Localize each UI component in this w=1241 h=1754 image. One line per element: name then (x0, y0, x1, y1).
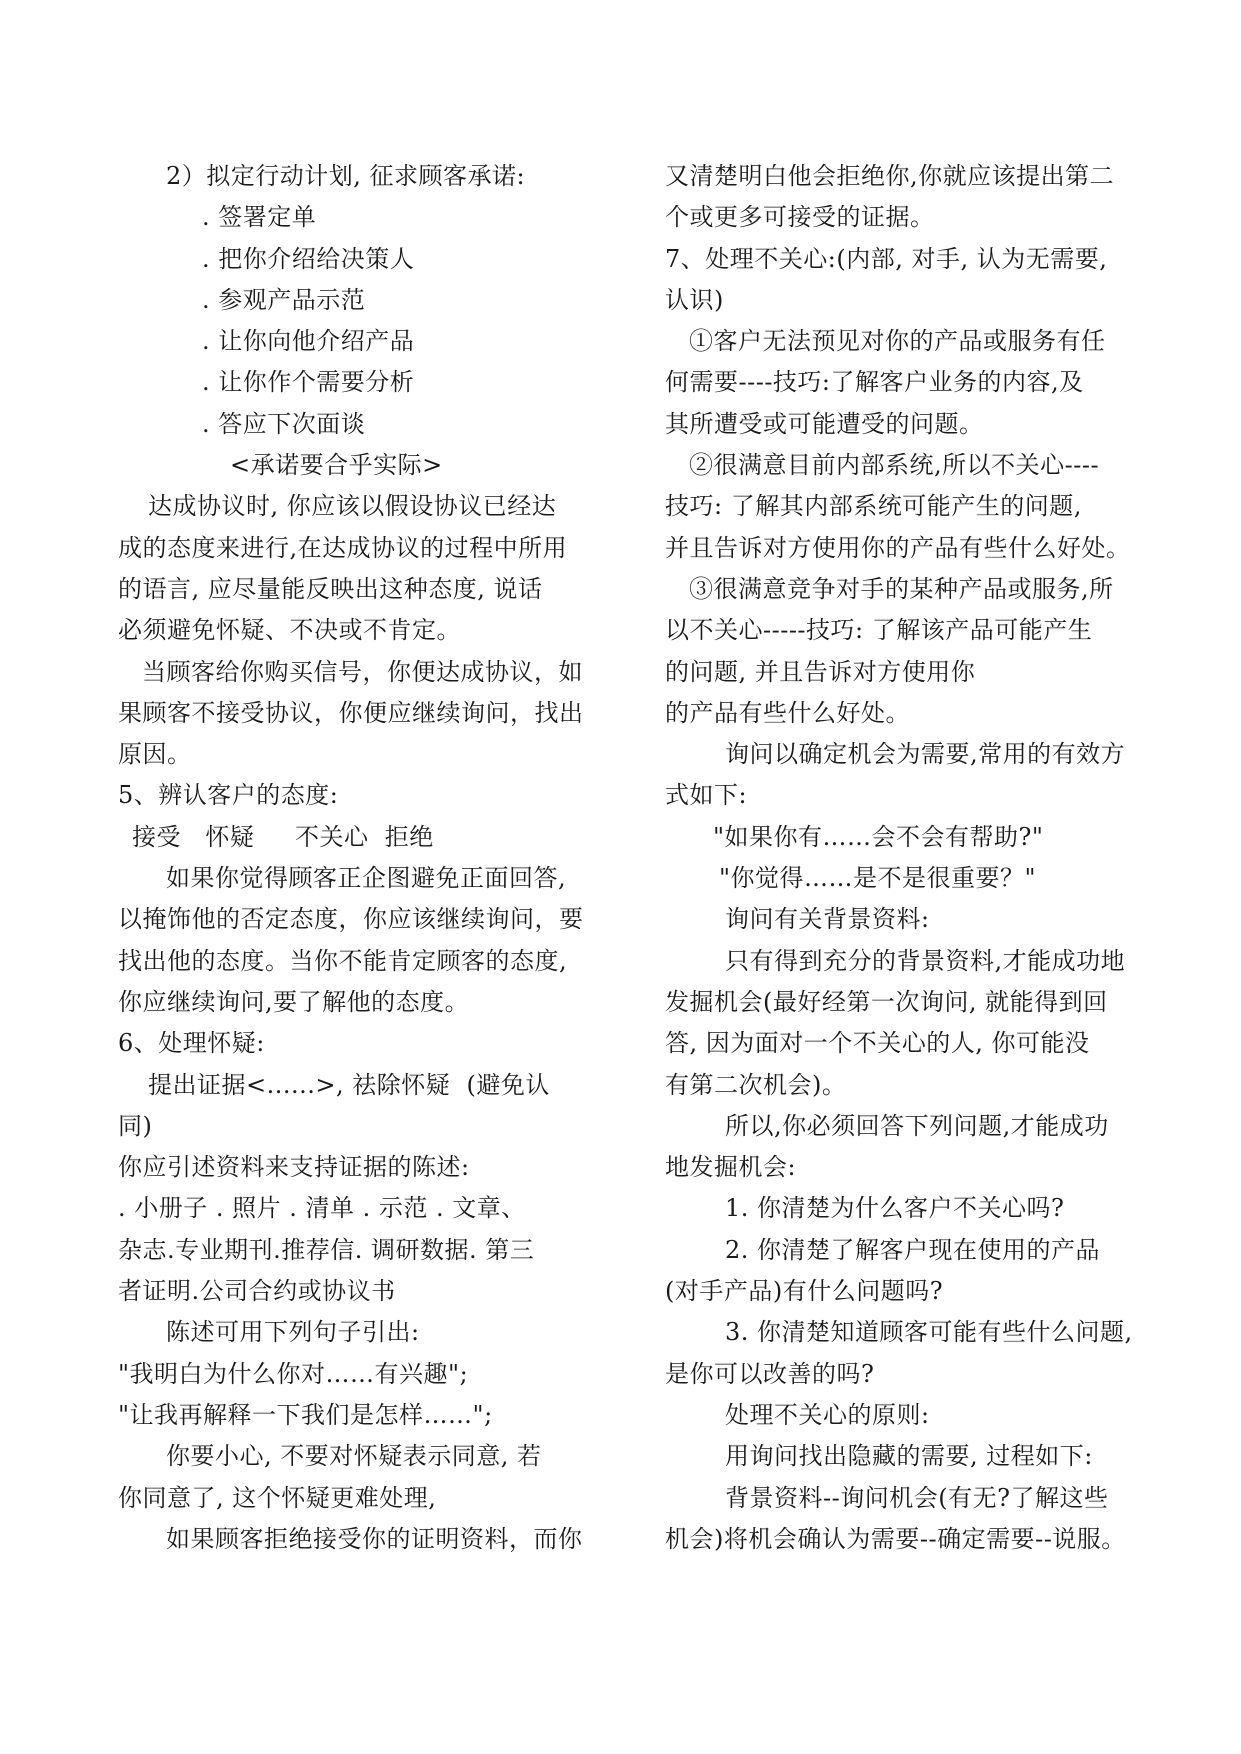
text-line: 并且告诉对方使用你的产品有些什么好处。 (665, 533, 1131, 562)
text-line: 提出证据<......>, 祛除怀疑 (避免认 (148, 1070, 550, 1099)
text-line: 发掘机会(最好经第一次询问, 就能得到回 (665, 987, 1108, 1016)
text-line: 成的态度来进行,在达成协议的过程中所用 (118, 533, 568, 562)
text-line: 的产品有些什么好处。 (665, 698, 910, 727)
text-line: . 让你作个需要分析 (202, 368, 415, 397)
text-line: 杂志.专业期刊.推荐信. 调研数据. 第三 (118, 1235, 535, 1264)
text-line: 同) (118, 1111, 153, 1140)
text-line: . 参观产品示范 (202, 285, 366, 314)
text-line: ③很满意竞争对手的某种产品或服务,所 (689, 574, 1114, 603)
text-line: 以不关心-----技巧: 了解该产品可能产生 (665, 616, 1093, 645)
text-line: 式如下: (665, 781, 748, 810)
right-column (665, 156, 1185, 1560)
text-line: 找出他的态度。当你不能肯定顾客的态度, (118, 946, 568, 975)
text-line: 所以,你必须回答下列问题,才能成功 (725, 1111, 1109, 1140)
text-line: 机会)将机会确认为需要--确定需要--说服。 (665, 1524, 1126, 1553)
text-line: 询问有关背景资料: (725, 905, 930, 934)
text-line: 是你可以改善的吗? (665, 1359, 875, 1388)
text-line: . 把你介绍给决策人 (202, 244, 415, 273)
text-line: "让我再解释一下我们是怎样……"; (118, 1400, 493, 1429)
text-line: 又清楚明白他会拒绝你,你就应该提出第二 (665, 162, 1115, 190)
text-line: 的问题, 并且告诉对方使用你 (665, 657, 976, 686)
text-line: 只有得到充分的背景资料,才能成功地 (725, 946, 1126, 975)
text-line: 3. 你清楚知道顾客可能有些什么问题, (725, 1318, 1133, 1347)
text-line: 达成协议时, 你应该以假设协议已经达 (148, 492, 557, 521)
left-column (118, 156, 638, 1560)
text-line: 认识) (665, 285, 724, 314)
text-line: . 签署定单 (202, 203, 317, 232)
text-line: 2. 你清楚了解客户现在使用的产品 (725, 1235, 1101, 1264)
text-line: 你同意了, 这个怀疑更难处理, (118, 1483, 437, 1512)
text-line: 如果你觉得顾客正企图避免正面回答, (166, 864, 567, 893)
text-line: "我明白为什么你对……有兴趣"; (118, 1359, 469, 1388)
text-line: 以掩饰他的否定态度，你应该继续询问，要 (118, 905, 584, 934)
text-line: 用询问找出隐藏的需要, 过程如下: (725, 1442, 1093, 1471)
text-line: 你应继续询问,要了解他的态度。 (118, 987, 470, 1016)
text-line: 处理不关心的原则: (725, 1400, 930, 1429)
text-line: 个或更多可接受的证据。 (665, 203, 935, 232)
text-line: 1. 你清楚为什么客户不关心吗? (725, 1194, 1065, 1223)
text-line: 如果顾客拒绝接受你的证明资料，而你 (166, 1524, 583, 1553)
text-line: ①客户无法预见对你的产品或服务有任 (689, 327, 1106, 356)
text-line: 2）拟定行动计划, 征求顾客承诺: (166, 162, 526, 190)
text-line: 7、处理不关心:(内部, 对手, 认为无需要, (665, 244, 1108, 273)
text-line: . 小册子 . 照片 . 清单 . 示范 . 文章、 (118, 1194, 526, 1223)
text-line: 你要小心, 不要对怀疑表示同意, 若 (166, 1442, 542, 1471)
text-line: 6、处理怀疑: (118, 1029, 265, 1058)
text-line: 背景资料--询问机会(有无?了解这些 (725, 1483, 1109, 1512)
text-line: 原因。 (118, 740, 192, 769)
text-line: 地发掘机会: (665, 1153, 797, 1182)
text-line: 果顾客不接受协议，你便应继续询问，找出 (118, 698, 584, 727)
text-line: 者证明.公司合约或协议书 (118, 1277, 396, 1306)
text-line: . 答应下次面谈 (202, 409, 366, 438)
text-line: 有第二次机会)。 (665, 1070, 847, 1099)
text-line: 你应引述资料来支持证据的陈述: (118, 1153, 470, 1182)
text-line: 5、辨认客户的态度: (118, 781, 339, 810)
text-line: 询问以确定机会为需要,常用的有效方 (725, 740, 1126, 769)
text-line: 技巧: 了解其内部系统可能产生的问题, (665, 492, 1082, 521)
text-line: 当顾客给你购买信号，你便达成协议，如 (142, 657, 583, 686)
text-line: 答, 因为面对一个不关心的人, 你可能没 (665, 1029, 1090, 1058)
text-line: <承诺要合乎实际> (230, 451, 443, 480)
text-line: "如果你有……会不会有帮助?" (713, 822, 1044, 851)
text-line: . 让你向他介绍产品 (202, 327, 415, 356)
text-line: 接受 怀疑 不关心 拒绝 (132, 822, 434, 851)
text-line: 其所遭受或可能遭受的问题。 (665, 409, 984, 438)
text-line: 的语言, 应尽量能反映出这种态度, 说话 (118, 574, 543, 603)
text-line: ②很满意目前内部系统,所以不关心---- (689, 451, 1100, 480)
text-line: 陈述可用下列句子引出: (166, 1318, 420, 1347)
text-line: 何需要----技巧:了解客户业务的内容,及 (665, 368, 1084, 397)
text-line: (对手产品)有什么问题吗? (665, 1277, 944, 1306)
text-line: 必须避免怀疑、不决或不肯定。 (118, 616, 461, 645)
text-line: "你觉得……是不是很重要？" (719, 864, 1037, 893)
